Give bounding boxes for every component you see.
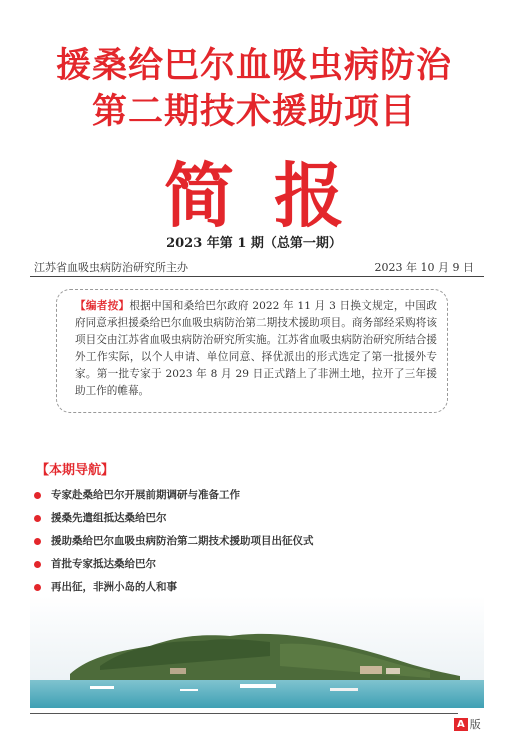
nav-item[interactable] [34, 511, 314, 534]
title-line-1: 援桑给巴尔血吸虫病防治 [55, 45, 452, 86]
editor-note-label: 【编者按】 [75, 300, 130, 312]
bullet-icon [34, 584, 41, 591]
bullet-icon [34, 492, 41, 499]
title-line-2: 第二期技术援助项目 [91, 91, 416, 132]
bullet-icon [34, 515, 41, 522]
nav-item[interactable] [34, 534, 314, 557]
nav-item-label: 援桑先遣组抵达桑给巴尔 [51, 512, 167, 524]
nav-item-label: 援助桑给巴尔血吸虫病防治第二期技术援助项目出征仪式 [51, 535, 314, 547]
editor-note-box [56, 289, 448, 413]
nav-item-label: 专家赴桑给巴尔开展前期调研与准备工作 [51, 489, 240, 501]
edition-mark [454, 716, 481, 732]
host-organization: 江苏省血吸虫病防治研究所主办 [34, 261, 188, 274]
edition-badge: A [454, 718, 468, 731]
publish-date: 2023 年 10 月 9 日 [374, 261, 474, 274]
editor-note [75, 298, 437, 400]
main-title: 简报 [164, 154, 384, 237]
header-divider [30, 276, 484, 277]
nav-item[interactable] [34, 557, 314, 580]
section-heading-navigation: 【本期导航】 [36, 463, 115, 478]
nav-item-label: 首批专家抵达桑给巴尔 [51, 558, 156, 570]
bullet-icon [34, 538, 41, 545]
edition-text: 版 [469, 718, 481, 731]
issue-number: 2023 年第 1 期（总第一期） [166, 236, 342, 251]
nav-item[interactable] [34, 488, 314, 511]
editor-note-text: 根据中国和桑给巴尔政府 2022 年 11 月 3 日换文规定，中国政府同意承担援桑给巴尔血吸虫病防治第二期技术援助项目。商务部经采购将该项目交由江苏省血吸虫病防治研究所实施。江苏省血吸虫病防治研究所结合援外工作实际，以个人申请、单位同意、择优派出的形式选定了第一批援外专家。第一批专家于 2023 年 8 月 29 日正式踏上了非洲土地，拉开了三年援助工作的帷幕。 [75, 300, 437, 397]
island-photo [30, 596, 484, 708]
nav-item-label: 再出征，非洲小岛的人和事 [51, 581, 177, 593]
footer-divider [30, 713, 458, 714]
bullet-icon [34, 561, 41, 568]
